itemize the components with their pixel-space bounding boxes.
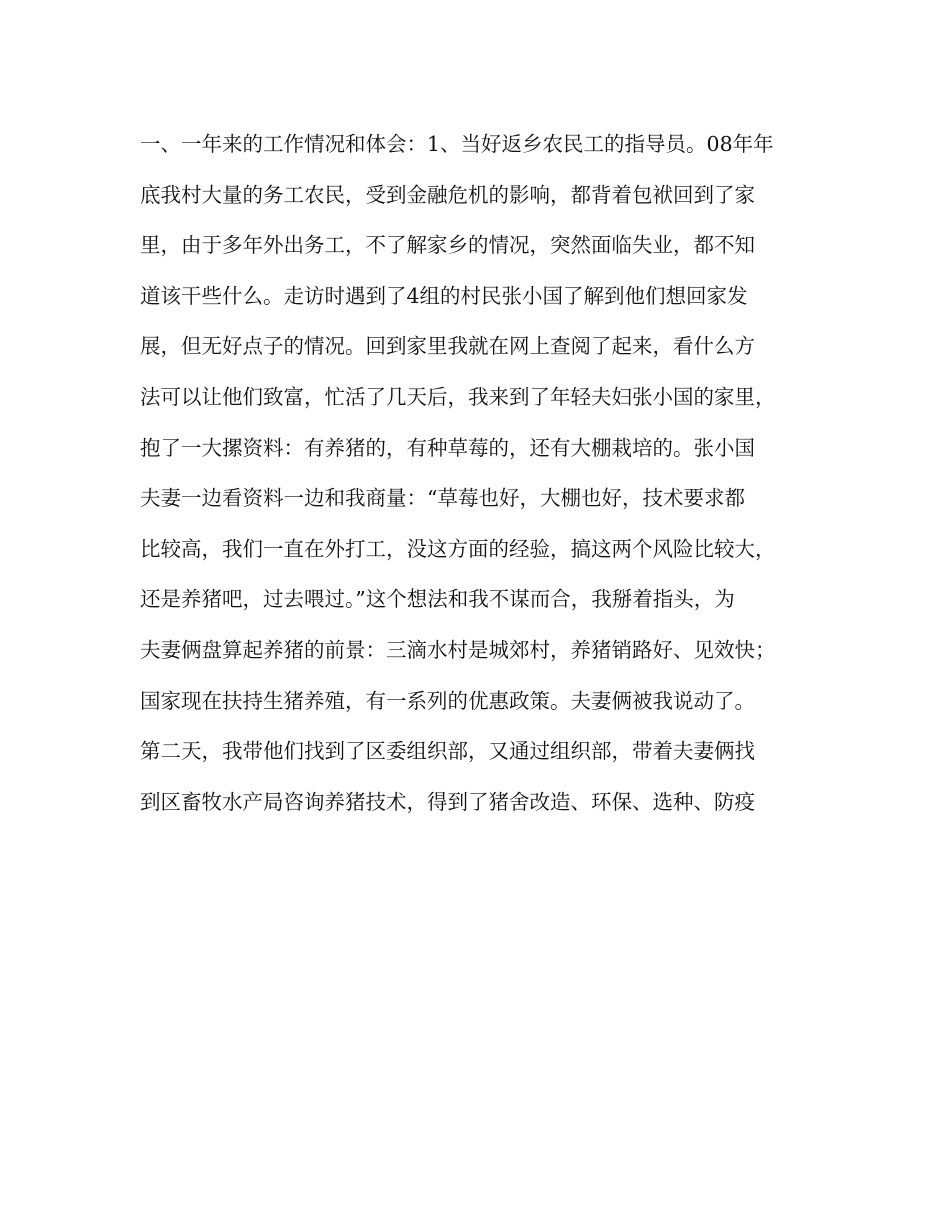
text-line-2: 底我村大量的务工农民，受到金融危机的影响，都背着包袱回到了家 [140,182,755,207]
text-line-5: 展，但无好点子的情况。回到家里我就在网上查阅了起来，看什么方 [140,334,755,359]
text-line-14: 到区畜牧水产局咨询养猪技术，得到了猪舍改造、环保、选种、防疫 [140,789,755,814]
text-line-11: 夫妻俩盘算起养猪的前景：三滴水村是城郊村，养猪销路好、见效快； [140,637,776,662]
text-line-13: 第二天，我带他们找到了区委组织部，又通过组织部，带着夫妻俩找 [140,739,755,764]
text-line-4: 道该干些什么。走访时遇到了4组的村民张小国了解到他们想回家发 [140,283,748,308]
text-line-12: 国家现在扶持生猪养殖，有一系列的优惠政策。夫妻俩被我说动了。 [140,688,755,713]
text-line-7: 抱了一大摞资料：有养猪的，有种草莓的，还有大棚栽培的。张小国 [140,435,755,460]
body-text [140,126,820,834]
text-line-3: 里，由于多年外出务工，不了解家乡的情况，突然面临失业，都不知 [140,233,755,258]
text-line-8: 夫妻一边看资料一边和我商量：“草莓也好，大棚也好，技术要求都 [140,486,745,511]
text-line-10: 还是养猪吧，过去喂过。”这个想法和我不谋而合，我掰着指头，为 [140,587,735,612]
text-line-1: 一、一年来的工作情况和体会：1、当好返乡农民工的指导员。08年年 [140,132,774,156]
text-line-6: 法可以让他们致富，忙活了几天后，我来到了年轻夫妇张小国的家里， [140,384,776,409]
text-line-9: 比较高，我们一直在外打工，没这方面的经验，搞这两个风险比较大， [140,536,776,561]
